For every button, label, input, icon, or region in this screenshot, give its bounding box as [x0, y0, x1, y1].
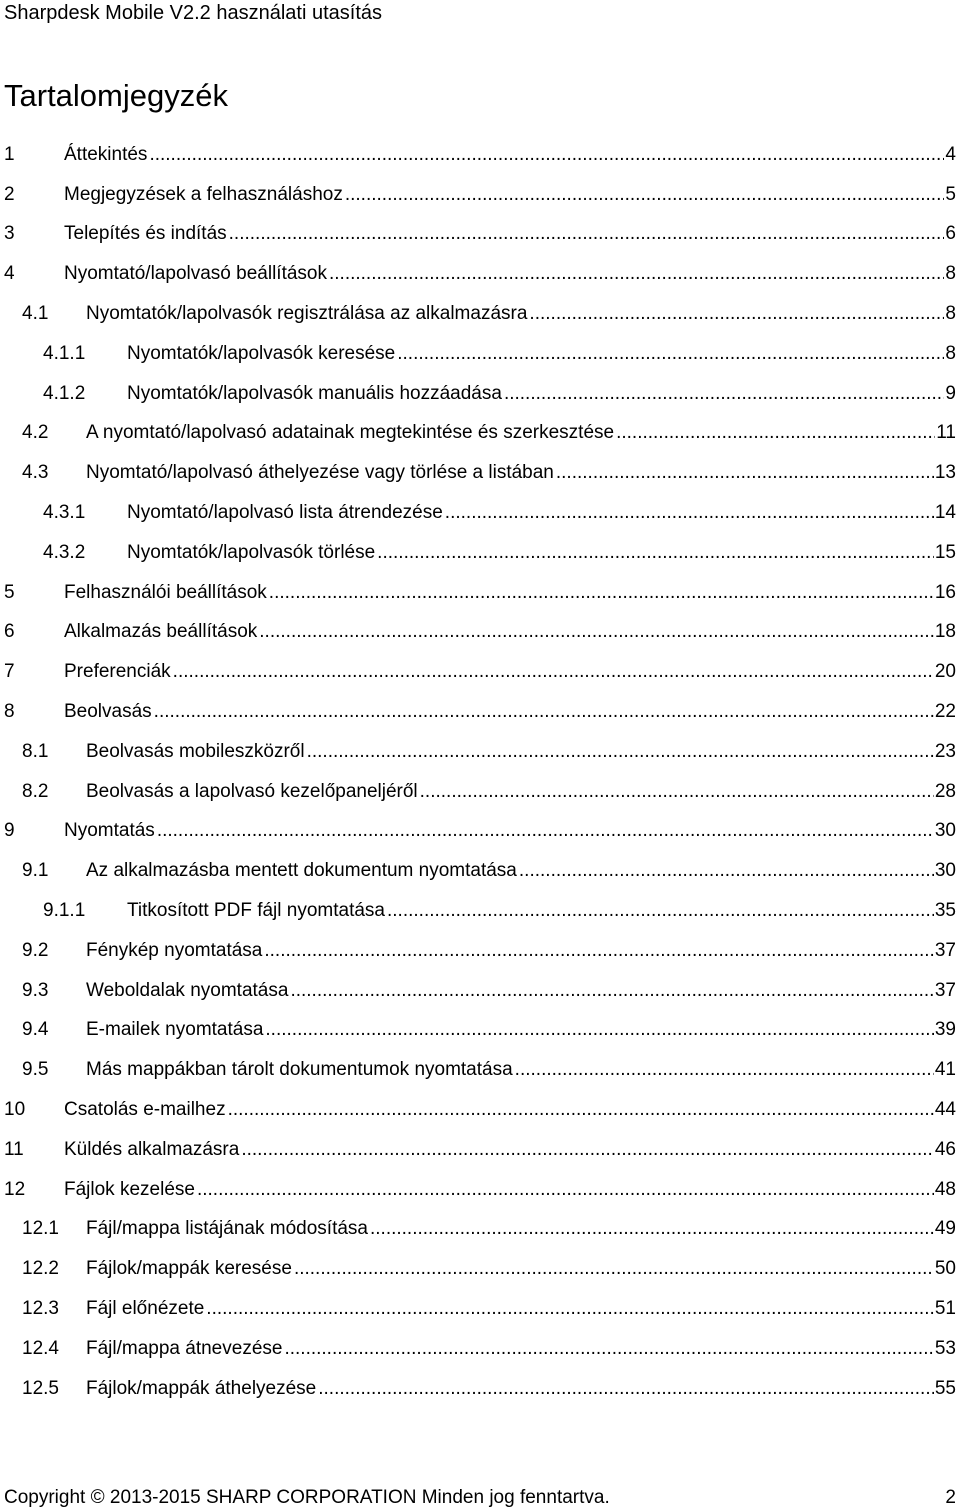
toc-entry[interactable] [0, 294, 960, 334]
toc-entry-title: A nyomtató/lapolvasó adatainak megtekintése és szerkesztése [86, 422, 615, 444]
toc-entry[interactable] [0, 1249, 960, 1289]
toc-entry-number: 11 [4, 1138, 24, 1160]
toc-entry[interactable] [0, 652, 960, 692]
dot-leader [397, 342, 944, 366]
toc-entry[interactable] [0, 812, 960, 852]
toc-entry-number: 1 [4, 143, 15, 165]
toc-entry-line [127, 342, 956, 366]
toc-entry-page: 37 [934, 979, 956, 1001]
toc-entry-number: 4.3.2 [43, 541, 86, 563]
toc-entry-title: Fájlok/mappák keresése [86, 1258, 292, 1280]
toc-entry-title: Alkalmazás beállítások [64, 621, 258, 643]
toc-entry-page: 30 [934, 860, 956, 882]
toc-entry-title: Nyomtató/lapolvasó beállítások [64, 263, 327, 285]
toc-entry-title: Weboldalak nyomtatása [86, 979, 289, 1001]
toc-entry-number: 4 [4, 263, 15, 285]
toc-entry-line [64, 262, 956, 286]
toc-entry-page: 13 [934, 462, 956, 484]
toc-entry[interactable] [0, 891, 960, 931]
toc-entry-title: Preferenciák [64, 661, 171, 683]
toc-entry-page: 55 [934, 1377, 956, 1399]
toc-entry-title: Az alkalmazásba mentett dokumentum nyomtatása [86, 860, 517, 882]
page-footer [4, 1486, 956, 1510]
dot-leader [420, 780, 934, 804]
copyright-text: Copyright © 2013-2015 SHARP CORPORATION Minden jog fenntartva. [4, 1487, 610, 1508]
toc-entry-number: 12.4 [22, 1337, 59, 1359]
toc-entry-page: 28 [934, 780, 956, 802]
toc-entry[interactable] [0, 135, 960, 175]
dot-leader [284, 1337, 933, 1361]
toc-entry-page: 9 [945, 382, 956, 404]
toc-entry-line [64, 660, 956, 684]
toc-entry[interactable] [0, 732, 960, 772]
toc-entry-number: 4.1.1 [43, 342, 86, 364]
toc-entry-line [64, 620, 956, 644]
toc-entry[interactable] [0, 1050, 960, 1090]
toc-entry-page: 22 [934, 701, 956, 723]
toc-entry[interactable] [0, 453, 960, 493]
toc-entry-number: 9 [4, 820, 15, 842]
toc-entry-line [64, 700, 956, 724]
toc-entry[interactable] [0, 493, 960, 533]
dot-leader [265, 1018, 933, 1042]
toc-entry-number: 4.3 [22, 462, 49, 484]
toc-entry-page: 14 [934, 502, 956, 524]
toc-entry[interactable] [0, 334, 960, 374]
toc-entry-page: 4 [945, 143, 956, 165]
toc-entry-line [86, 1018, 956, 1042]
dot-leader [228, 1098, 934, 1122]
toc-entry-number: 12 [4, 1178, 26, 1200]
toc-entry[interactable] [0, 851, 960, 891]
toc-entry-page: 50 [934, 1258, 956, 1280]
toc-entry[interactable] [0, 254, 960, 294]
toc-entry-line [86, 1217, 956, 1241]
toc-entry-page: 30 [934, 820, 956, 842]
toc-entry-title: Beolvasás mobileszközről [86, 740, 305, 762]
toc-entry-title: Titkosított PDF fájl nyomtatása [127, 900, 385, 922]
table-of-contents [0, 135, 960, 1409]
toc-entry[interactable] [0, 692, 960, 732]
toc-entry-title: Fájl/mappa listájának módosítása [86, 1218, 368, 1240]
toc-entry[interactable] [0, 215, 960, 255]
toc-entry-number: 9.5 [22, 1059, 49, 1081]
toc-entry-number: 9.1.1 [43, 900, 86, 922]
toc-entry-page: 16 [934, 581, 956, 603]
toc-entry-title: Felhasználói beállítások [64, 581, 267, 603]
toc-entry-page: 8 [945, 303, 956, 325]
toc-entry[interactable] [0, 1369, 960, 1409]
toc-entry-number: 9.2 [22, 939, 49, 961]
toc-entry-page: 51 [934, 1298, 956, 1319]
toc-entry-page: 20 [934, 661, 956, 683]
toc-entry[interactable] [0, 971, 960, 1011]
toc-entry-page: 8 [945, 263, 956, 285]
toc-entry-page: 5 [945, 183, 956, 205]
toc-entry-title: E-mailek nyomtatása [86, 1019, 264, 1041]
dot-leader [307, 740, 934, 764]
toc-entry-number: 8.2 [22, 780, 49, 802]
toc-entry-line [86, 859, 956, 883]
toc-entry-page: 46 [934, 1138, 956, 1160]
toc-entry[interactable] [0, 1011, 960, 1051]
toc-entry[interactable] [0, 772, 960, 812]
dot-leader [329, 262, 944, 286]
toc-entry[interactable] [0, 931, 960, 971]
dot-leader [504, 382, 944, 406]
toc-entry-line [86, 1058, 956, 1082]
toc-entry-line [86, 421, 956, 445]
running-header: Sharpdesk Mobile V2.2 használati utasítás [4, 2, 382, 24]
toc-entry-title: Fájl/mappa átnevezése [86, 1337, 283, 1359]
toc-entry-line [64, 143, 956, 167]
toc-entry[interactable] [0, 533, 960, 573]
toc-entry[interactable] [0, 414, 960, 454]
toc-entry-line [64, 1138, 956, 1162]
toc-entry-line [127, 382, 956, 406]
toc-entry-page: 53 [934, 1337, 956, 1359]
toc-entry-page: 37 [934, 939, 956, 961]
dot-leader [556, 461, 934, 485]
toc-entry-title: Telepítés és indítás [64, 223, 227, 245]
toc-entry-number: 9.1 [22, 860, 49, 882]
toc-entry-page: 8 [945, 342, 956, 364]
dot-leader [269, 581, 934, 605]
toc-entry-line [86, 302, 956, 326]
toc-entry-page: 49 [934, 1218, 956, 1240]
dot-leader [616, 421, 935, 445]
toc-entry-title: Küldés alkalmazásra [64, 1138, 240, 1160]
dot-leader [294, 1257, 934, 1281]
dot-leader [377, 541, 934, 565]
toc-entry-page: 39 [934, 1019, 956, 1041]
dot-leader [370, 1217, 934, 1241]
toc-entry-title: Nyomtató/lapolvasó áthelyezése vagy törlése a listában [86, 462, 554, 484]
toc-entry-line [86, 939, 956, 963]
toc-entry-line [127, 899, 956, 923]
toc-entry-page: 6 [945, 223, 956, 245]
dot-leader [387, 899, 934, 923]
toc-entry-page: 18 [934, 621, 956, 643]
toc-entry-title: Nyomtatás [64, 820, 155, 842]
toc-entry-number: 12.5 [22, 1377, 59, 1399]
toc-entry-line [86, 1257, 956, 1281]
dot-leader [318, 1377, 934, 1401]
toc-entry-page: 11 [936, 422, 956, 444]
toc-entry-page: 41 [934, 1059, 956, 1081]
toc-entry-number: 12.1 [22, 1218, 59, 1240]
toc-entry-number: 9.3 [22, 979, 49, 1001]
toc-entry-title: Beolvasás [64, 701, 152, 723]
toc-entry[interactable] [0, 175, 960, 215]
toc-entry-title: Megjegyzések a felhasználáshoz [64, 183, 343, 205]
toc-entry-page: 44 [934, 1099, 956, 1121]
toc-entry-title: Fénykép nyomtatása [86, 939, 263, 961]
dot-leader [445, 501, 934, 525]
dot-leader [206, 1297, 934, 1321]
dot-leader [529, 302, 944, 326]
toc-entry-line [64, 183, 956, 207]
toc-entry-number: 10 [4, 1099, 26, 1121]
toc-entry-line [64, 1178, 956, 1202]
toc-entry-line [127, 501, 956, 525]
toc-entry-line [64, 581, 956, 605]
toc-entry[interactable] [0, 613, 960, 653]
toc-entry[interactable] [0, 1170, 960, 1210]
dot-leader [241, 1138, 934, 1162]
toc-entry[interactable] [0, 1289, 960, 1329]
toc-entry-title: Nyomtató/lapolvasó lista átrendezése [127, 502, 443, 524]
toc-entry-title: Fájlok/mappák áthelyezése [86, 1377, 317, 1399]
dot-leader [157, 819, 934, 843]
dot-leader [149, 143, 944, 167]
toc-entry-title: Fájlok kezelése [64, 1178, 195, 1200]
toc-entry-title: Áttekintés [64, 143, 148, 165]
toc-entry-number: 6 [4, 621, 15, 643]
toc-entry-number: 8 [4, 701, 15, 723]
toc-entry-line [86, 1297, 956, 1321]
toc-entry-number: 9.4 [22, 1019, 49, 1041]
toc-entry-title: Nyomtatók/lapolvasók manuális hozzáadása [127, 382, 502, 404]
toc-entry-number: 4.3.1 [43, 502, 86, 524]
dot-leader [259, 620, 934, 644]
toc-entry-number: 4.1 [22, 303, 49, 325]
dot-leader [173, 660, 934, 684]
toc-entry-line [86, 979, 956, 1003]
toc-entry-number: 7 [4, 661, 15, 683]
dot-leader [345, 183, 945, 207]
toc-entry-number: 4.1.2 [43, 382, 86, 404]
toc-entry-title: Beolvasás a lapolvasó kezelőpaneljéről [86, 780, 418, 802]
toc-entry-title: Nyomtatók/lapolvasók keresése [127, 342, 396, 364]
dot-leader [290, 979, 933, 1003]
toc-entry-line [86, 780, 956, 804]
toc-entry-page: 23 [934, 740, 956, 762]
toc-entry-number: 12.3 [22, 1298, 59, 1319]
toc-entry[interactable] [0, 374, 960, 414]
toc-entry-line [86, 461, 956, 485]
toc-entry-number: 12.2 [22, 1258, 59, 1280]
toc-entry-line [64, 819, 956, 843]
toc-entry[interactable] [0, 1090, 960, 1130]
toc-heading: Tartalomjegyzék [4, 78, 228, 113]
dot-leader [515, 1058, 934, 1082]
dot-leader [197, 1178, 934, 1202]
toc-entry-page: 35 [934, 900, 956, 922]
toc-entry-page: 15 [934, 541, 956, 563]
toc-entry-line [64, 222, 956, 246]
toc-entry-line [86, 1377, 956, 1401]
toc-entry-number: 4.2 [22, 422, 49, 444]
dot-leader [264, 939, 933, 963]
dot-leader [519, 859, 934, 883]
toc-entry-title: Fájl előnézete [86, 1298, 205, 1319]
toc-entry-line [127, 541, 956, 565]
toc-entry-line [86, 740, 956, 764]
dot-leader [154, 700, 934, 724]
toc-entry[interactable] [0, 1210, 960, 1250]
toc-entry-line [64, 1098, 956, 1122]
toc-entry[interactable] [0, 1130, 960, 1170]
toc-entry-number: 5 [4, 581, 15, 603]
toc-entry-line [86, 1337, 956, 1361]
toc-entry-title: Más mappákban tárolt dokumentumok nyomtatása [86, 1059, 513, 1081]
page-number: 2 [945, 1487, 956, 1508]
toc-entry-number: 8.1 [22, 740, 49, 762]
toc-entry-title: Nyomtatók/lapolvasók törlése [127, 541, 376, 563]
toc-entry-title: Nyomtatók/lapolvasók regisztrálása az alkalmazásra [86, 303, 528, 325]
toc-entry[interactable] [0, 573, 960, 613]
toc-entry-title: Csatolás e-mailhez [64, 1099, 226, 1121]
toc-entry-number: 2 [4, 183, 15, 205]
toc-entry-number: 3 [4, 223, 15, 245]
toc-entry[interactable] [0, 1329, 960, 1369]
dot-leader [229, 222, 945, 246]
toc-entry-page: 48 [934, 1178, 956, 1200]
